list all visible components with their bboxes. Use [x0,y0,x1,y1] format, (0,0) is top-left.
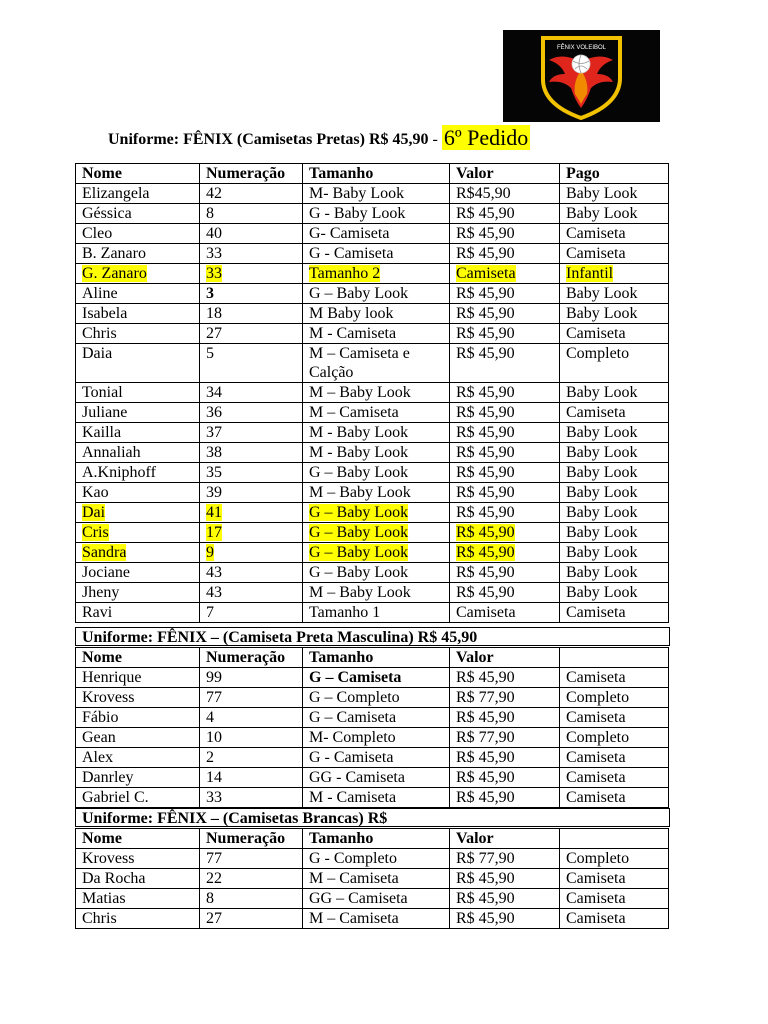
cell-numeracao: 36 [200,403,303,423]
cell-numeracao: 9 [200,543,303,563]
cell-nome: Krovess [76,849,200,869]
cell-pago: Completo [560,344,669,383]
table-row [76,563,669,583]
column-header: Nome [76,829,200,849]
cell-valor: R$ 45,90 [450,563,560,583]
table-row [76,909,669,929]
cell-pago: Baby Look [560,583,669,603]
cell-numeracao: 39 [200,483,303,503]
cell-tamanho: G - Camiseta [303,244,450,264]
cell-nome: Chris [76,909,200,929]
cell-numeracao: 3 [200,284,303,304]
cell-pago: Baby Look [560,483,669,503]
cell-tamanho: G - Baby Look [303,204,450,224]
cell-pago: Camiseta [560,403,669,423]
cell-nome: Annaliah [76,443,200,463]
cell-valor: R$ 45,90 [450,284,560,304]
cell-numeracao: 10 [200,728,303,748]
cell-valor: R$ 45,90 [450,324,560,344]
cell-tamanho: M – Baby Look [303,483,450,503]
cell-tamanho: M - Camiseta [303,324,450,344]
cell-tamanho: G – Baby Look [303,563,450,583]
cell-pago: Baby Look [560,543,669,563]
cell-nome: Alex [76,748,200,768]
cell-tamanho: M - Baby Look [303,443,450,463]
cell-pago: Camiseta [560,708,669,728]
cell-numeracao: 43 [200,563,303,583]
table-row [76,244,669,264]
table-row [76,688,669,708]
cell-numeracao: 2 [200,748,303,768]
cell-valor: R$ 45,90 [450,788,560,808]
cell-pago: Camiseta [560,889,669,909]
cell-nome: Elizangela [76,184,200,204]
cell-pago: Baby Look [560,184,669,204]
column-header: Valor [450,829,560,849]
cell-numeracao: 33 [200,244,303,264]
cell-valor: Camiseta [450,603,560,623]
cell-pago: Camiseta [560,224,669,244]
team-logo [503,30,660,122]
column-header: Numeração [200,164,303,184]
cell-tamanho: G – Baby Look [303,543,450,563]
column-header: Valor [450,164,560,184]
cell-tamanho: G – Baby Look [303,284,450,304]
cell-numeracao: 42 [200,184,303,204]
cell-tamanho: G – Baby Look [303,463,450,483]
cell-valor: R$ 45,90 [450,768,560,788]
cell-tamanho: M- Baby Look [303,184,450,204]
table-row [76,748,669,768]
table-row [76,304,669,324]
table-header-row [76,164,669,184]
cell-numeracao: 33 [200,264,303,284]
column-header: Pago [560,164,669,184]
cell-nome: Gabriel C. [76,788,200,808]
column-header: Nome [76,164,200,184]
cell-pago: Baby Look [560,383,669,403]
section-title-men: Uniforme: FÊNIX – (Camiseta Preta Masculina) R$ 45,90 [75,627,670,646]
table-row [76,344,669,383]
table-row [76,708,669,728]
cell-numeracao: 38 [200,443,303,463]
section-title-white: Uniforme: FÊNIX – (Camisetas Brancas) R$ [75,808,670,827]
table-row [76,668,669,688]
table-row [76,483,669,503]
order-badge: 6º Pedido [443,125,529,150]
cell-tamanho: G – Camiseta [303,708,450,728]
cell-nome: Danrley [76,768,200,788]
cell-tamanho: M – Camiseta e Calção [303,344,450,383]
cell-nome: A.Kniphoff [76,463,200,483]
cell-numeracao: 14 [200,768,303,788]
table-row [76,603,669,623]
column-header: Tamanho [303,648,450,668]
cell-valor: R$ 77,90 [450,688,560,708]
cell-numeracao: 7 [200,603,303,623]
cell-numeracao: 4 [200,708,303,728]
cell-tamanho: M - Baby Look [303,423,450,443]
cell-valor: R$ 45,90 [450,523,560,543]
cell-valor: R$ 45,90 [450,483,560,503]
cell-tamanho: M – Camiseta [303,869,450,889]
cell-tamanho: G – Baby Look [303,503,450,523]
orders-table-black [75,163,669,623]
cell-tamanho: M – Camiseta [303,403,450,423]
table-header-row [76,648,669,668]
orders-table-men [75,647,669,808]
table-row [76,383,669,403]
cell-pago: Baby Look [560,563,669,583]
cell-pago: Camiseta [560,768,669,788]
table-row [76,264,669,284]
cell-valor: R$ 45,90 [450,668,560,688]
cell-nome: Matias [76,889,200,909]
column-header: Numeração [200,829,303,849]
table-row [76,503,669,523]
cell-nome: Tonial [76,383,200,403]
cell-tamanho: GG - Camiseta [303,768,450,788]
cell-numeracao: 27 [200,324,303,344]
cell-tamanho: M – Camiseta [303,909,450,929]
cell-tamanho: G - Camiseta [303,748,450,768]
cell-pago: Camiseta [560,748,669,768]
cell-valor: R$ 45,90 [450,748,560,768]
cell-numeracao: 35 [200,463,303,483]
cell-nome: Kailla [76,423,200,443]
cell-pago: Camiseta [560,869,669,889]
cell-valor: R$ 45,90 [450,543,560,563]
cell-nome: Krovess [76,688,200,708]
cell-valor: R$ 45,90 [450,204,560,224]
cell-valor: R$ 45,90 [450,443,560,463]
cell-numeracao: 17 [200,523,303,543]
cell-valor: R$ 45,90 [450,708,560,728]
title-dash: - [432,131,438,148]
cell-numeracao: 22 [200,869,303,889]
column-header: Numeração [200,648,303,668]
title-text: Uniforme: FÊNIX (Camisetas Pretas) R$ 45,90 [108,131,429,148]
cell-numeracao: 27 [200,909,303,929]
cell-nome: Gean [76,728,200,748]
cell-numeracao: 40 [200,224,303,244]
cell-nome: Kao [76,483,200,503]
cell-numeracao: 8 [200,204,303,224]
cell-tamanho: M – Baby Look [303,583,450,603]
cell-tamanho: G- Camiseta [303,224,450,244]
column-header [560,829,669,849]
cell-valor: R$ 45,90 [450,423,560,443]
cell-tamanho: G – Camiseta [303,668,450,688]
cell-pago: Baby Look [560,204,669,224]
cell-valor: R$ 45,90 [450,383,560,403]
cell-numeracao: 77 [200,849,303,869]
cell-pago: Baby Look [560,423,669,443]
cell-nome: G. Zanaro [76,264,200,284]
cell-nome: Daia [76,344,200,383]
cell-valor: R$ 45,90 [450,583,560,603]
cell-numeracao: 8 [200,889,303,909]
logo-text: FÊNIX VOLEIBOL [556,45,607,51]
cell-numeracao: 37 [200,423,303,443]
table-row [76,284,669,304]
cell-tamanho: G - Completo [303,849,450,869]
cell-numeracao: 18 [200,304,303,324]
table-row [76,869,669,889]
cell-numeracao: 99 [200,668,303,688]
cell-pago: Camiseta [560,603,669,623]
cell-tamanho: G – Baby Look [303,523,450,543]
table-row [76,463,669,483]
column-header: Tamanho [303,164,450,184]
page-title [108,124,530,154]
cell-nome: Ravi [76,603,200,623]
table-row [76,184,669,204]
cell-valor: R$ 45,90 [450,403,560,423]
cell-pago: Completo [560,688,669,708]
cell-valor: R$ 45,90 [450,463,560,483]
cell-numeracao: 77 [200,688,303,708]
cell-tamanho: M - Camiseta [303,788,450,808]
table-row [76,403,669,423]
cell-valor: R$ 77,90 [450,728,560,748]
orders-table-white [75,828,669,929]
cell-numeracao: 43 [200,583,303,603]
table-row [76,849,669,869]
cell-nome: Fábio [76,708,200,728]
cell-nome: Cleo [76,224,200,244]
cell-valor: R$ 45,90 [450,909,560,929]
table-row [76,443,669,463]
cell-pago: Camiseta [560,244,669,264]
table-row [76,543,669,563]
table-header-row [76,829,669,849]
cell-pago: Camiseta [560,324,669,344]
cell-pago: Camiseta [560,668,669,688]
table-row [76,224,669,244]
cell-nome: Da Rocha [76,869,200,889]
cell-numeracao: 41 [200,503,303,523]
cell-valor: R$ 45,90 [450,224,560,244]
cell-tamanho: GG – Camiseta [303,889,450,909]
cell-tamanho: M- Completo [303,728,450,748]
cell-pago: Infantil [560,264,669,284]
table-row [76,768,669,788]
cell-nome: Dai [76,503,200,523]
cell-nome: Aline [76,284,200,304]
column-header: Nome [76,648,200,668]
cell-nome: Sandra [76,543,200,563]
cell-tamanho: M – Baby Look [303,383,450,403]
cell-pago: Baby Look [560,284,669,304]
cell-valor: R$ 45,90 [450,889,560,909]
cell-pago: Baby Look [560,503,669,523]
cell-valor: R$ 77,90 [450,849,560,869]
cell-valor: R$45,90 [450,184,560,204]
cell-pago: Baby Look [560,443,669,463]
cell-pago: Baby Look [560,463,669,483]
table-row [76,583,669,603]
cell-valor: R$ 45,90 [450,344,560,383]
cell-nome: Henrique [76,668,200,688]
cell-tamanho: M Baby look [303,304,450,324]
cell-numeracao: 34 [200,383,303,403]
cell-numeracao: 33 [200,788,303,808]
column-header: Valor [450,648,560,668]
table-row [76,889,669,909]
cell-pago: Completo [560,728,669,748]
table-row [76,788,669,808]
cell-nome: Juliane [76,403,200,423]
cell-nome: Jociane [76,563,200,583]
cell-tamanho: Tamanho 1 [303,603,450,623]
cell-pago: Baby Look [560,523,669,543]
phoenix-volleyball-shield-icon [503,30,660,122]
cell-nome: Cris [76,523,200,543]
cell-valor: Camiseta [450,264,560,284]
cell-valor: R$ 45,90 [450,304,560,324]
table-row [76,728,669,748]
cell-valor: R$ 45,90 [450,869,560,889]
table-row [76,324,669,344]
cell-nome: Géssica [76,204,200,224]
cell-pago: Completo [560,849,669,869]
cell-nome: B. Zanaro [76,244,200,264]
table-row [76,204,669,224]
column-header [560,648,669,668]
cell-tamanho: G – Completo [303,688,450,708]
cell-nome: Chris [76,324,200,344]
cell-numeracao: 5 [200,344,303,383]
cell-valor: R$ 45,90 [450,503,560,523]
cell-pago: Camiseta [560,909,669,929]
cell-pago: Baby Look [560,304,669,324]
cell-valor: R$ 45,90 [450,244,560,264]
table-row [76,423,669,443]
cell-tamanho: Tamanho 2 [303,264,450,284]
cell-nome: Isabela [76,304,200,324]
table-row [76,523,669,543]
column-header: Tamanho [303,829,450,849]
cell-pago: Camiseta [560,788,669,808]
cell-nome: Jheny [76,583,200,603]
